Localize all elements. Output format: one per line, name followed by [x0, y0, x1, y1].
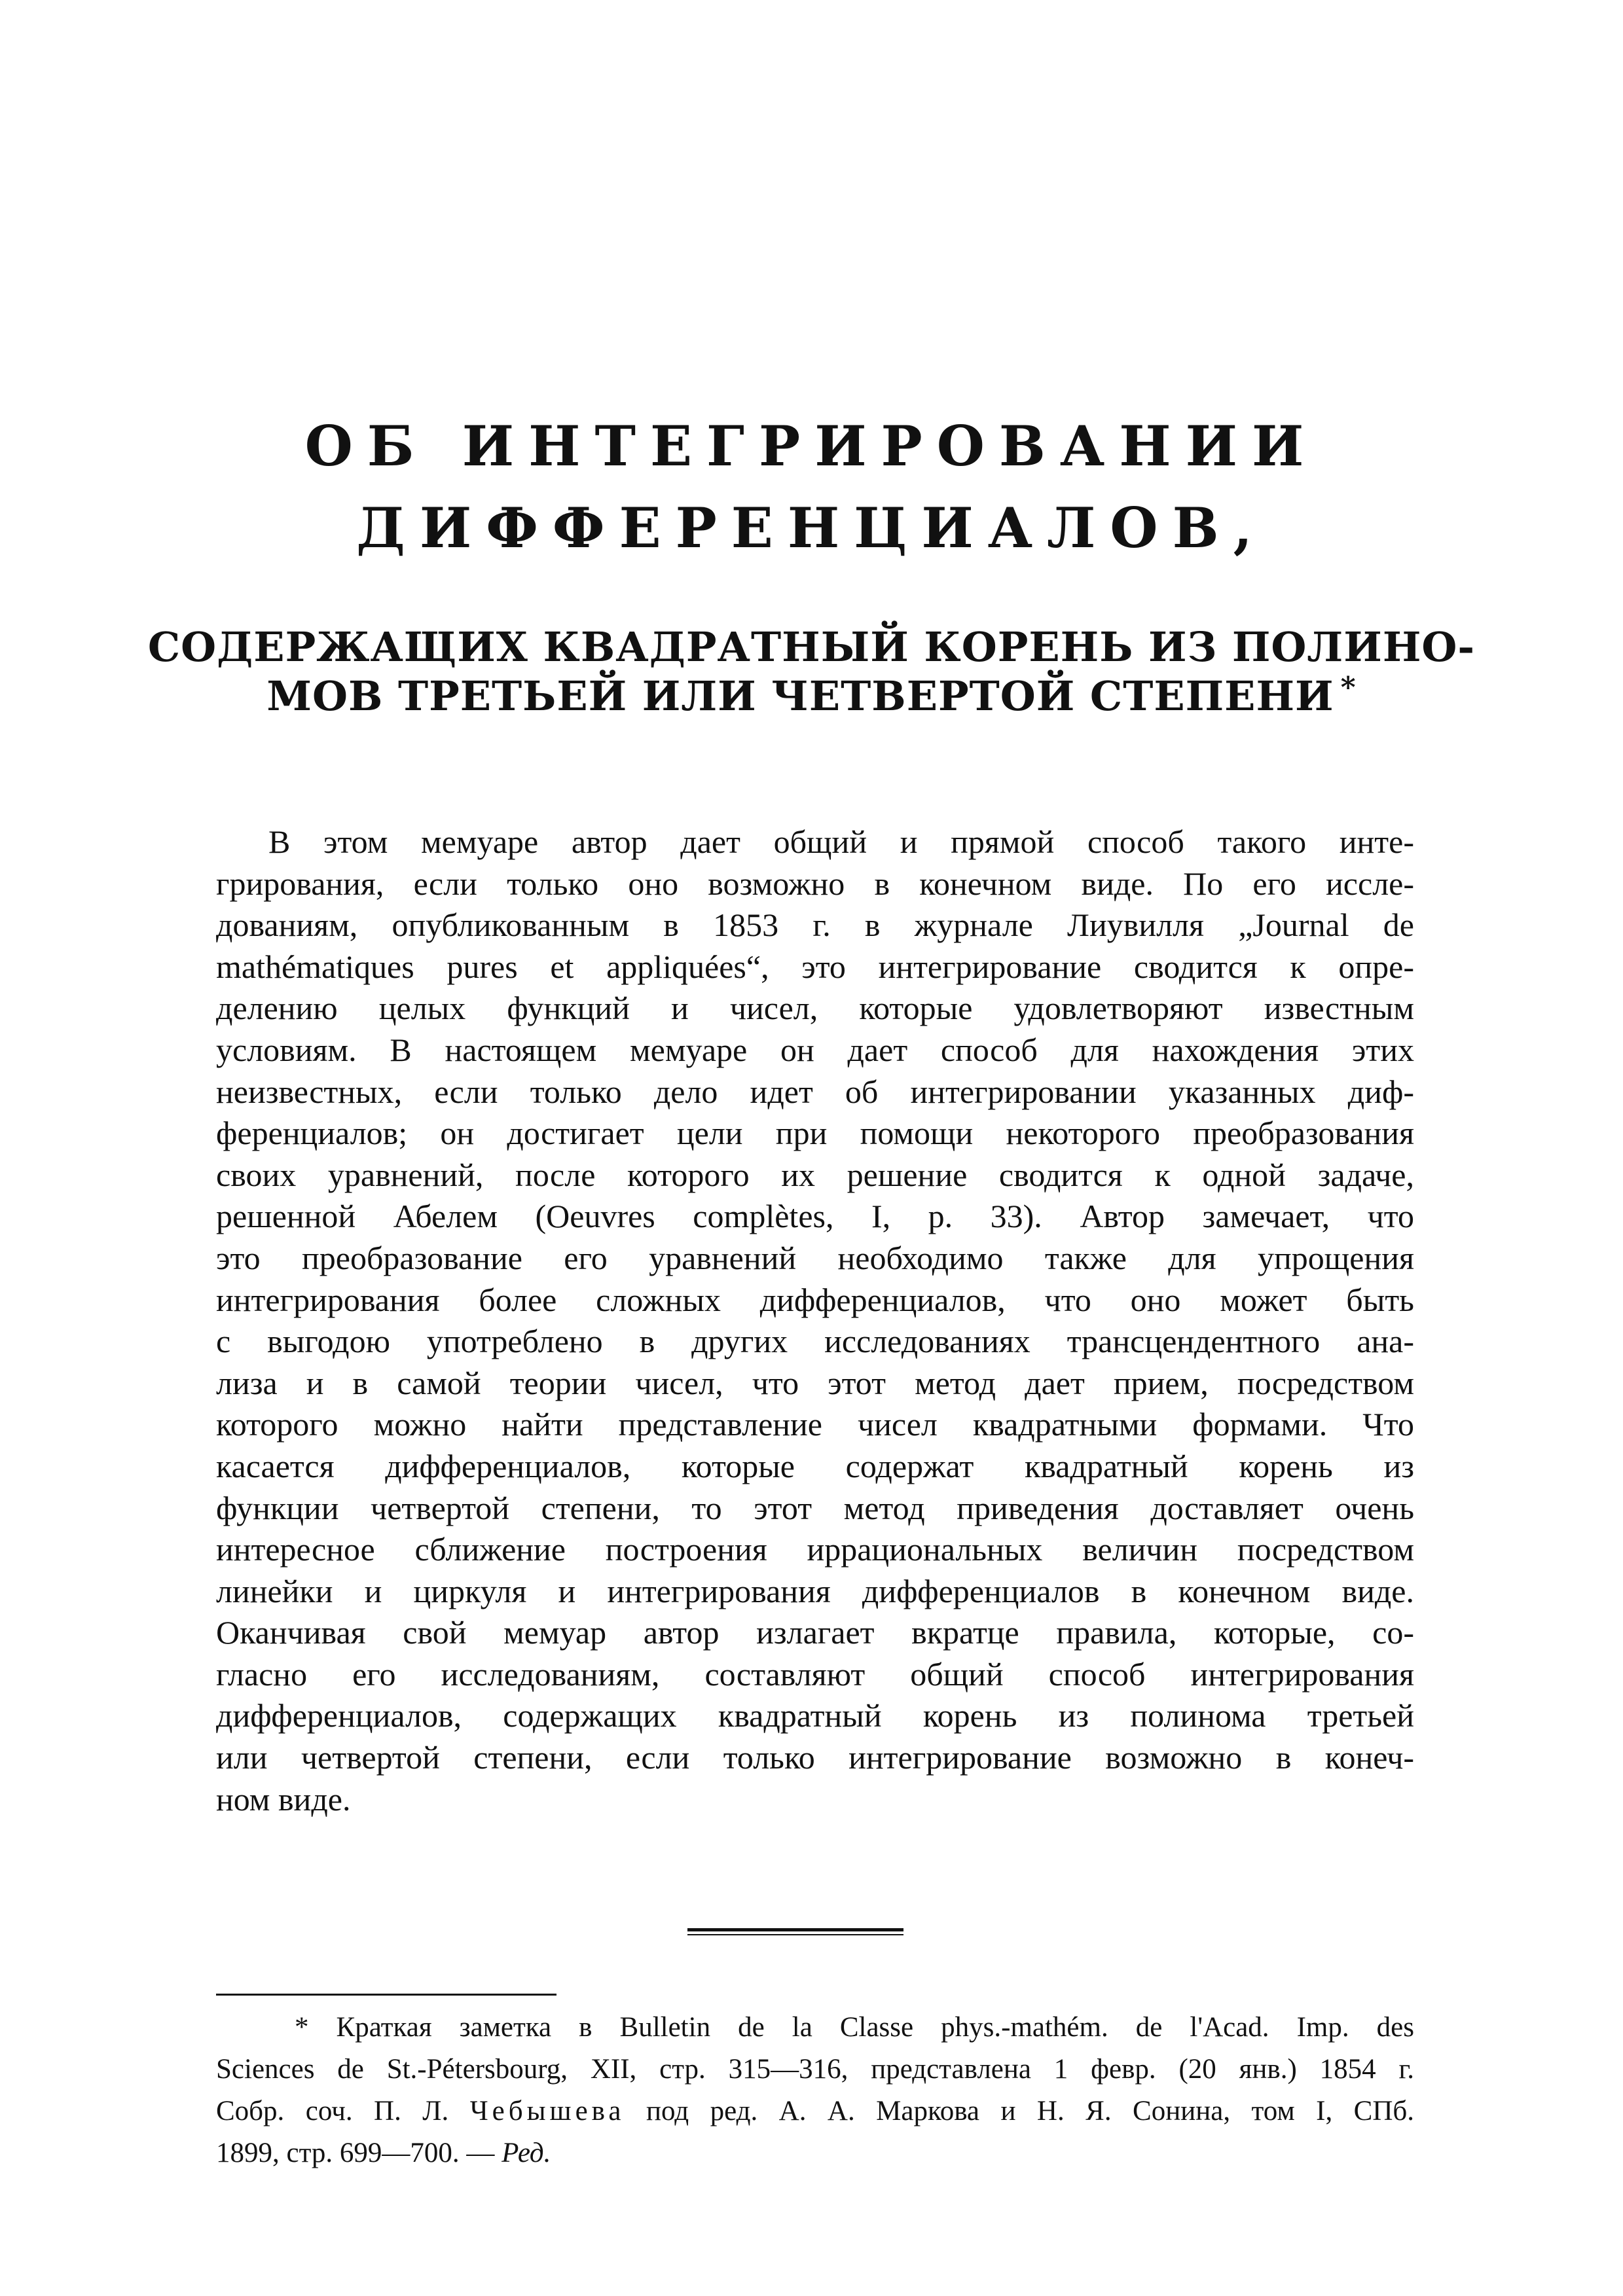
footnote-line-1: * Краткая заметка в Bulletin de la Classe phys.-mathém. de l'Acad. Imp. des	[295, 2012, 1414, 2043]
body-line: интегрирования более сложных дифференциалов, что оно может быть	[216, 1281, 1414, 1318]
footnote-editor-mark: Ред.	[501, 2138, 551, 2168]
body-line: решенной Абелем (Oeuvres complètes, I, p. 33). Автор замечает, что	[216, 1198, 1414, 1235]
footnote-line-2: Sciences de St.-Pétersbourg, XII, стр. 315—316, представлена 1 февр. (20 янв.) 1854 г.	[216, 2054, 1414, 2085]
body-line: условиям. В настоящем мемуаре он дает способ для нахождения этих	[216, 1031, 1414, 1068]
body-line: дованиям, опубликованным в 1853 г. в журнале Лиувилля „Journal de	[216, 906, 1414, 944]
subtitle-line-2	[0, 671, 1623, 720]
body-line: mathématiques pures et appliquées“, это интегрирование сводится к опре-	[216, 948, 1414, 985]
footnote	[216, 2007, 1414, 2174]
body-line: линейки и циркуля и интегрирования дифференциалов в конечном виде.	[216, 1572, 1414, 1609]
section-end-ornament	[687, 1928, 903, 1937]
footnote-line-3-start: Собр. соч. П. Л.	[216, 2096, 449, 2126]
footnote-author-name: Чебышева	[469, 2096, 625, 2126]
subtitle-line-1: СОДЕРЖАЩИХ КВАДРАТНЫЙ КОРЕНЬ ИЗ ПОЛИНО-	[147, 623, 1476, 671]
body-line: с выгодою употреблено в других исследованиях трансцендентного ана-	[216, 1323, 1414, 1360]
body-line: грирования, если только оно возможно в конечном виде. По его иссле-	[216, 865, 1414, 902]
footnote-line-4	[216, 2132, 1414, 2174]
body-line: или четвертой степени, если только интегрирование возможно в конеч-	[216, 1739, 1414, 1776]
body-line: функции четвертой степени, то этот метод приведения доставляет очень	[216, 1489, 1414, 1526]
body-line: ференциалов; он достигает цели при помощи некоторого преобразования	[216, 1115, 1414, 1152]
body-line: своих уравнений, после которого их решение сводится к одной задаче,	[216, 1156, 1414, 1193]
title-line-1: ОБ ИНТЕГРИРОВАНИИ	[304, 414, 1319, 478]
footnote-line-3	[216, 2090, 1414, 2132]
body-line: Оканчивая свой мемуар автор излагает вкратце правила, которые, со-	[216, 1614, 1414, 1651]
footnote-separator	[216, 1994, 556, 1996]
body-line: которого можно найти представление чисел квадратными формами. Что	[216, 1406, 1414, 1443]
footnote-line-4-start: 1899, стр. 699—700. —	[216, 2138, 495, 2168]
footnote-reference-mark: *	[1340, 671, 1357, 704]
body-line: неизвестных, если только дело идет об интегрировании указанных диф-	[216, 1073, 1414, 1110]
footnote-line-3-end: под ред. А. А. Маркова и Н. Я. Сонина, том I, СПб.	[646, 2096, 1415, 2126]
body-line: это преобразование его уравнений необходимо также для упрощения	[216, 1239, 1414, 1276]
body-line: делению целых функций и чисел, которые удовлетворяют известным	[216, 990, 1414, 1027]
body-line: ном виде.	[216, 1780, 351, 1818]
body-line: В этом мемуаре автор дает общий и прямой способ такого инте-	[268, 823, 1414, 860]
body-line: интересное сближение построения иррациональных величин посредством	[216, 1531, 1414, 1568]
title-line-2: ДИФФЕРЕНЦИАЛОВ,	[356, 495, 1267, 560]
abstract-paragraph	[216, 821, 1414, 1820]
body-line: дифференциалов, содержащих квадратный корень из полинома третьей	[216, 1697, 1414, 1734]
subtitle-line-2-text: МОВ ТРЕТЬЕЙ ИЛИ ЧЕТВЕРТОЙ СТЕПЕНИ	[266, 672, 1334, 720]
ornament-thin-rule	[687, 1934, 903, 1935]
body-line: касается дифференциалов, которые содержат квадратный корень из	[216, 1447, 1414, 1484]
body-line: лиза и в самой теории чисел, что этот метод дает прием, посредством	[216, 1364, 1414, 1401]
ornament-thick-rule	[687, 1928, 903, 1931]
body-line: гласно его исследованиям, составляют общий способ интегрирования	[216, 1655, 1414, 1693]
